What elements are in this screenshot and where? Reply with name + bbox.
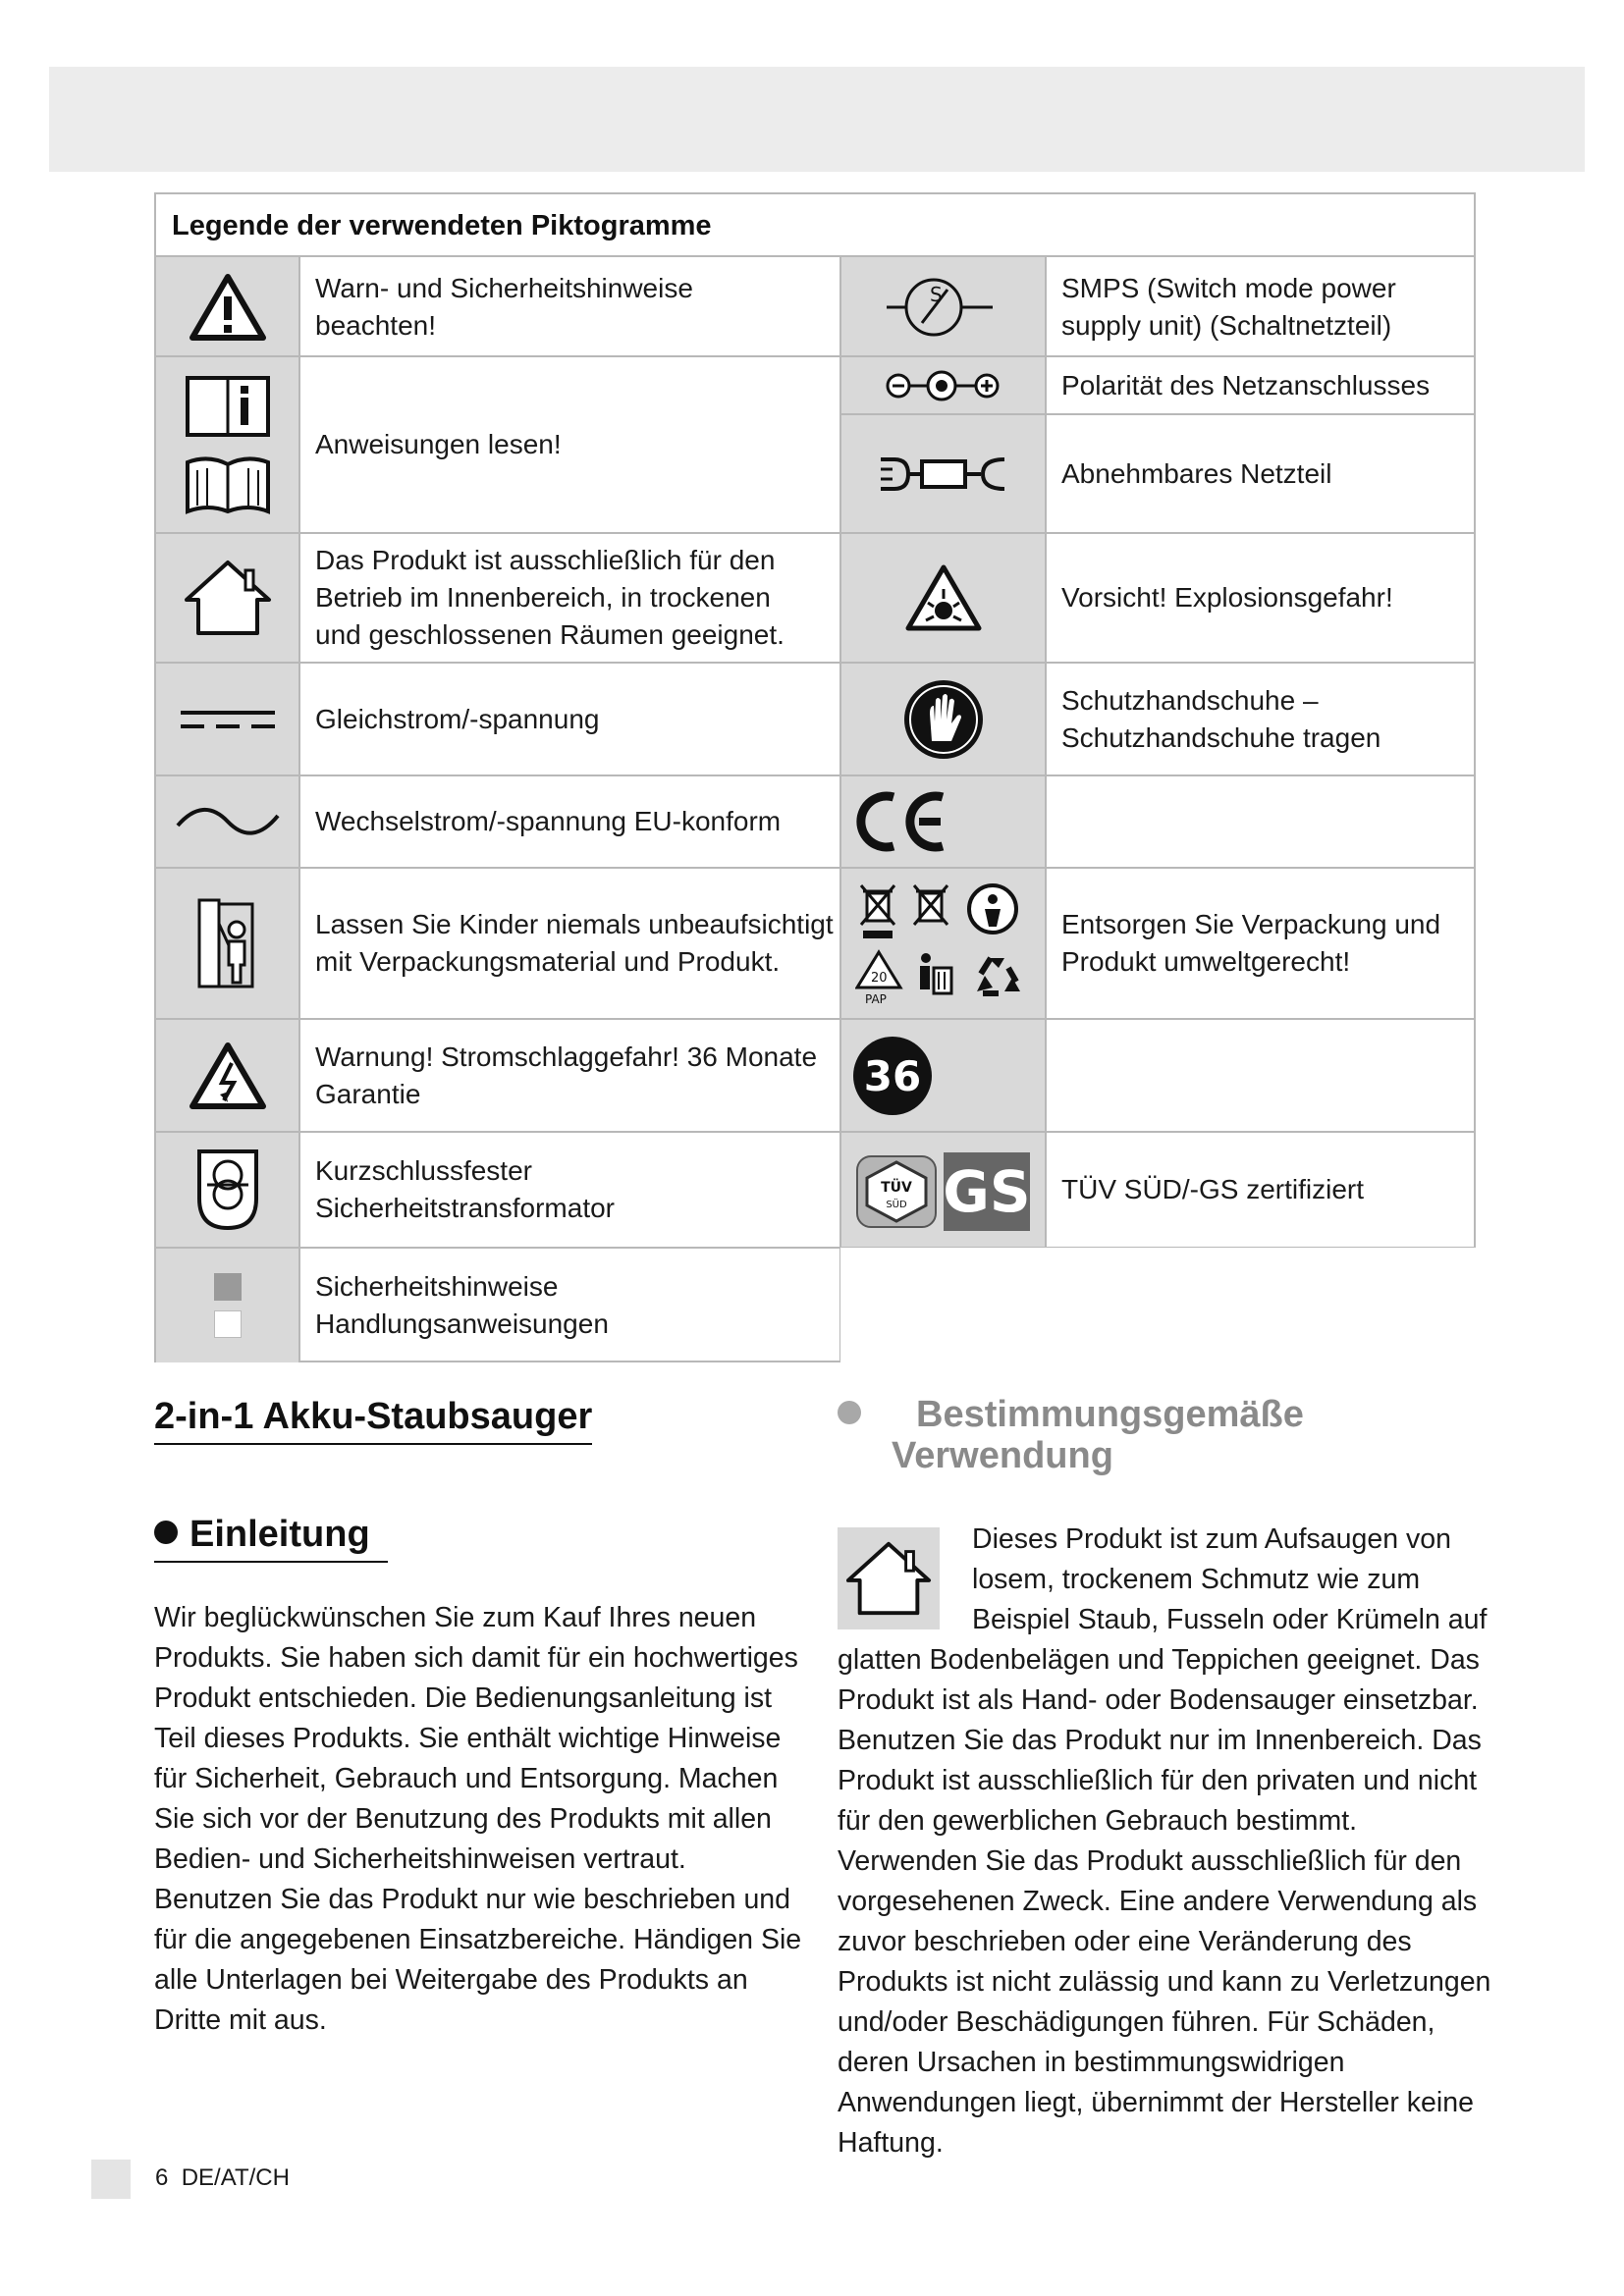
legend-blank-area <box>840 1248 1489 1365</box>
polarity-icon <box>840 356 1046 414</box>
indoor-house-icon <box>156 533 299 663</box>
legend-text-empty <box>1046 1019 1478 1132</box>
svg-text:20: 20 <box>870 971 888 986</box>
legend-text: Das Produkt ist ausschließlich für den Betrieb im Innenbereich, in trockenen und geschlossenen Räumen geeignet. <box>315 545 785 650</box>
crossed-bin-icon <box>861 885 894 938</box>
gray-square-icon <box>214 1273 242 1301</box>
legend-text: Kurzschlussfester Sicherheitstransformator <box>315 1155 616 1223</box>
warning-triangle-icon <box>156 257 299 356</box>
intended-use-heading: Bestimmungsgemäße Verwendung <box>838 1394 1304 1476</box>
legend-text-empty <box>1046 775 1478 868</box>
svg-text:SÜD: SÜD <box>885 1200 907 1210</box>
header-band <box>49 67 1585 172</box>
trash-person-icon <box>920 953 951 993</box>
legend-text: TÜV SÜD/-GS zertifiziert <box>1061 1174 1365 1204</box>
recycle-person-icon <box>969 885 1016 933</box>
indoor-house-icon <box>838 1527 940 1629</box>
svg-text:PAP: PAP <box>864 992 887 1006</box>
svg-text:S: S <box>929 282 943 306</box>
legend-text: Warn- und Sicherheitshinweise beachten! <box>315 272 693 341</box>
legend-text: Polarität des Netzanschlusses <box>1061 369 1431 400</box>
legend-text: Schutzhandschuhe – Schutzhandschuhe tragen <box>1061 684 1381 753</box>
svg-text:GS: GS <box>942 1158 1031 1225</box>
page-marker <box>91 2160 131 2199</box>
intended-use-paragraph: glatten Bodenbelägen und Teppichen geeignet. Das Produkt ist als Hand- oder Bodensauger einsetzbar. Benutzen Sie das Produkt nur im Innenbereich. Das Produkt ist ausschließlich für den privaten und nicht für den gewerblichen Gebrauch bestimmt. Verwenden Sie das Produkt ausschließlich für den vorgesehenen Zweck. Eine andere Verwendung als zuvor beschrieben oder eine Veränderung des Produkts ist nicht zulässig und kann zu Verletzungen und/oder Beschädigungen führen. Für Schäden, deren Ursachen in bestimmungswidrigen Anwendungen liegt, übernimmt der Hersteller keine Haftung. <box>838 1644 1491 2159</box>
legend-text: Entsorgen Sie Verpackung und Produkt umweltgerecht! <box>1061 909 1441 977</box>
alternating-current-icon <box>156 775 299 868</box>
gloves-icon <box>840 663 1046 775</box>
legend-text: Sicherheitshinweise Handlungsanweisungen <box>315 1270 609 1339</box>
pictogram-legend-table <box>154 192 1476 1362</box>
page-footer: 6 DE/AT/CH <box>155 2164 290 2191</box>
intended-use-paragraph-top: Dieses Produkt ist zum Aufsaugen von losem, trockenem Schmutz wie zum Beispiel Staub, Fusseln oder Krümeln auf <box>972 1523 1488 1635</box>
legend-text: Abnehmbares Netzteil <box>1061 457 1332 489</box>
legend-text: Vorsicht! Explosionsgefahr! <box>1061 582 1393 613</box>
child-safety-icon <box>156 868 299 1019</box>
legend-title: Legende der verwendeten Piktogramme <box>156 194 1474 257</box>
instruction-squares-icon <box>156 1248 299 1362</box>
read-instructions-icon <box>156 356 299 533</box>
smps-icon <box>840 257 1046 356</box>
explosion-icon <box>840 533 1046 663</box>
svg-text:36: 36 <box>863 1051 922 1100</box>
legend-text: Warnung! Stromschlaggefahr! 36 Monate Garantie <box>315 1041 818 1109</box>
safety-transformer-icon <box>156 1132 299 1248</box>
recycle-arrows-icon <box>977 958 1020 993</box>
crossed-bin-icon-2 <box>914 885 947 925</box>
ce-mark-icon <box>840 775 1046 868</box>
product-title: 2-in-1 Akku-Staubsauger <box>154 1394 592 1445</box>
electric-shock-icon <box>156 1019 299 1132</box>
tuv-gs-icon <box>840 1132 1046 1248</box>
svg-text:TÜV: TÜV <box>880 1180 912 1196</box>
recycling-icons <box>840 868 1046 1019</box>
bullet-icon <box>154 1521 178 1544</box>
intro-paragraph: Wir beglückwünschen Sie zum Kauf Ihres neuen Produkts. Sie haben sich damit für ein hochwertiges Produkt entschieden. Die Bedienungsanleitung ist Teil dieses Produkts. Sie enthält wichtige Hinweise für Sicherheit, Gebrauch und Entsorgung. Machen Sie sich vor der Benutzung des Produkts mit allen Bedien- und Sicherheitshinweisen vertraut. Benutzen Sie das Produkt nur wie beschrieben und für die angegebenen Einsatzbereiche. Händigen Sie alle Unterlagen bei Weitergabe des Produkts an Dritte mit aus. <box>154 1602 802 2036</box>
pap-triangle-icon <box>857 952 900 1006</box>
warranty-36-icon <box>840 1019 1046 1132</box>
legend-text: Gleichstrom/-spannung <box>315 703 600 734</box>
intro-heading: Einleitung <box>154 1512 388 1563</box>
legend-text: Wechselstrom/-spannung EU-konform <box>315 806 782 836</box>
legend-text: Lassen Sie Kinder niemals unbeaufsichtigt mit Verpackungsmaterial und Produkt. <box>315 909 834 977</box>
legend-text: Anweisungen lesen! <box>315 429 562 459</box>
direct-current-icon <box>156 663 299 775</box>
white-square-icon <box>214 1310 242 1338</box>
bullet-icon <box>838 1401 861 1424</box>
detachable-adapter-icon <box>840 414 1046 533</box>
legend-text: SMPS (Switch mode power supply unit) (Schaltnetzteil) <box>1061 272 1396 341</box>
